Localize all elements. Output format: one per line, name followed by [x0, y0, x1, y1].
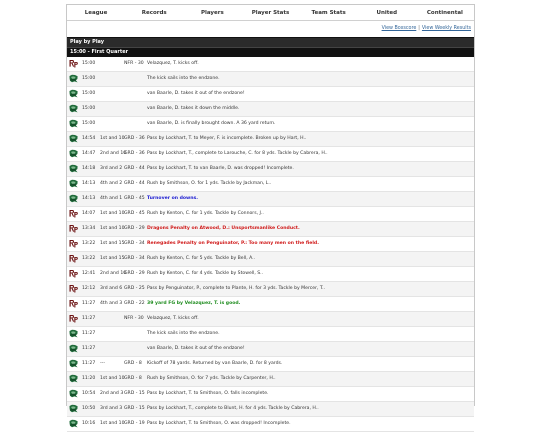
play-row — [67, 57, 474, 72]
play-row — [67, 237, 474, 252]
play-description: Rush by Kenton, C. for 1 yds. Tackle by Connors, J.. — [147, 211, 264, 216]
play-spot: GRD - 25 — [124, 286, 145, 291]
play-row — [67, 297, 474, 312]
play-down: 1st and 10 — [100, 421, 125, 426]
play-row — [67, 192, 474, 207]
play-time: 10:50 — [82, 406, 96, 411]
play-spot: GRD - 15 — [124, 391, 145, 396]
play-description: van Baarle, D. takes it out of the endzone! — [147, 91, 245, 96]
dragons-logo-icon — [69, 344, 78, 353]
play-description: Rush by Smithson, O. for 1 yds. Tackle by Jackman, L.. — [147, 181, 272, 186]
play-time: 10:16 — [82, 421, 96, 426]
nav-league[interactable]: League — [84, 9, 108, 16]
nav-team-stats[interactable]: Team Stats — [311, 9, 346, 16]
renegades-logo-icon — [69, 254, 78, 263]
play-spot: NFR - 30 — [124, 61, 144, 66]
play-spot: GRD - 8 — [124, 361, 142, 366]
dragons-logo-icon — [69, 104, 78, 113]
play-down: 4th and 1 — [100, 196, 123, 201]
play-down: 1st and 10 — [100, 136, 125, 141]
play-time: 13:22 — [82, 256, 96, 261]
play-row — [67, 117, 474, 132]
dragons-logo-icon — [69, 164, 78, 173]
play-description: Kickoff of 78 yards. Returned by van Baarle, D. for 8 yards. — [147, 361, 283, 366]
renegades-logo-icon — [69, 239, 78, 248]
play-down: 1st and 15 — [100, 241, 125, 246]
play-time: 15:00 — [82, 76, 96, 81]
play-description: The kick sails into the endzone. — [147, 76, 220, 81]
play-spot: GRD - 29 — [124, 226, 145, 231]
section-title: Play by Play — [67, 37, 474, 47]
play-row — [67, 342, 474, 357]
main-frame — [66, 4, 475, 426]
play-row — [67, 162, 474, 177]
play-description: The kick sails into the endzone. — [147, 331, 220, 336]
play-time: 14:13 — [82, 196, 96, 201]
renegades-logo-icon — [69, 59, 78, 68]
play-spot: GRD - 45 — [124, 211, 145, 216]
play-description: Pass by Lockhart, T., complete to Blunt, H. for 4 yds. Tackle by Cabrera, H.. — [147, 406, 319, 411]
play-description: van Baarle, D. takes it down the middle. — [147, 106, 240, 111]
play-down: 1st and 10 — [100, 226, 125, 231]
play-description: 39 yard FG by Velazquez, T. is good. — [147, 301, 241, 306]
play-down: 4th and 2 — [100, 181, 123, 186]
play-spot: NFR - 30 — [124, 316, 144, 321]
play-description: Pass by Penguinator, P., complete to Plante, H. for 3 yds. Tackle by Mercer, T.. — [147, 286, 326, 291]
view-weekly-results-link[interactable]: View Weekly Results — [421, 26, 471, 31]
play-description: Pass by Lockhart, T., complete to Larouche, C. for 8 yds. Tackle by Cabrera, H.. — [147, 151, 328, 156]
dragons-logo-icon — [69, 194, 78, 203]
play-row — [67, 357, 474, 372]
nav-records[interactable]: Records — [141, 9, 167, 16]
play-row — [67, 147, 474, 162]
renegades-logo-icon — [69, 269, 78, 278]
play-row — [67, 87, 474, 102]
play-description: Pass by Lockhart, T. to Meyer, F. is incomplete. Broken up by Hart, H.. — [147, 136, 307, 141]
play-row — [67, 267, 474, 282]
play-time: 14:18 — [82, 166, 96, 171]
nav-united[interactable]: United — [376, 9, 398, 16]
play-row — [67, 177, 474, 192]
play-time: 11:27 — [82, 301, 96, 306]
play-list — [67, 57, 474, 432]
play-description: Pass by Lockhart, T. to Smithson, O. falls incomplete. — [147, 391, 269, 396]
play-time: 14:07 — [82, 211, 96, 216]
view-boxscore-link[interactable]: View Boxscore — [381, 26, 417, 31]
nav-player-stats[interactable]: Player Stats — [251, 9, 290, 16]
nav-players[interactable]: Players — [200, 9, 224, 16]
play-time: 11:27 — [82, 361, 96, 366]
play-description: Renegades Penalty on Penguinator, P.: Too many men on the field. — [147, 241, 319, 246]
play-time: 11:20 — [82, 376, 96, 381]
play-spot: GRD - 45 — [124, 196, 145, 201]
play-time: 13:34 — [82, 226, 96, 231]
renegades-logo-icon — [69, 314, 78, 323]
play-row — [67, 72, 474, 87]
play-row — [67, 327, 474, 342]
play-time: 15:00 — [82, 106, 96, 111]
dragons-logo-icon — [69, 404, 78, 413]
play-description: Rush by Kenton, C. for 4 yds. Tackle by Stowell, S.. — [147, 271, 264, 276]
play-time: 15:00 — [82, 121, 96, 126]
play-row — [67, 372, 474, 387]
play-row — [67, 102, 474, 117]
play-row — [67, 417, 474, 432]
play-time: 14:47 — [82, 151, 96, 156]
play-spot: GRD - 19 — [124, 421, 145, 426]
play-description: Pass by Lockhart, T. to Smithson, O. was dropped! Incomplete. — [147, 421, 291, 426]
play-row — [67, 312, 474, 327]
play-spot: GRD - 22 — [124, 301, 145, 306]
play-down: 3rd and 6 — [100, 286, 123, 291]
top-nav — [67, 5, 474, 21]
play-down: 2nd and 3 — [100, 391, 124, 396]
dragons-logo-icon — [69, 329, 78, 338]
dragons-logo-icon — [69, 389, 78, 398]
play-down: 1st and 10 — [100, 376, 125, 381]
play-row — [67, 222, 474, 237]
play-row — [67, 252, 474, 267]
play-description: Rush by Smithson, O. for 7 yds. Tackle by Carpenter, H.. — [147, 376, 276, 381]
play-row — [67, 282, 474, 297]
play-description: Velazquez, T. kicks off. — [147, 61, 199, 66]
play-down: 3rd and 2 — [100, 166, 123, 171]
play-spot: GRD - 44 — [124, 181, 145, 186]
play-down: --- — [100, 361, 105, 366]
play-description: van Baarle, D. takes it out of the endzone! — [147, 346, 245, 351]
play-time: 15:00 — [82, 91, 96, 96]
play-description: Pass by Lockhart, T. to van Baarle, D. was dropped! Incomplete. — [147, 166, 294, 171]
dragons-logo-icon — [69, 374, 78, 383]
dragons-logo-icon — [69, 179, 78, 188]
renegades-logo-icon — [69, 299, 78, 308]
play-time: 14:13 — [82, 181, 96, 186]
play-time: 10:54 — [82, 391, 96, 396]
play-time: 11:27 — [82, 331, 96, 336]
play-time: 11:27 — [82, 316, 96, 321]
play-row — [67, 402, 474, 417]
play-spot: GRD - 34 — [124, 241, 145, 246]
renegades-logo-icon — [69, 284, 78, 293]
play-spot: GRD - 36 — [124, 151, 145, 156]
play-description: van Baarle, D. is finally brought down. A 36 yard return. — [147, 121, 276, 126]
play-down: 1st and 15 — [100, 256, 125, 261]
dragons-logo-icon — [69, 359, 78, 368]
play-spot: GRD - 34 — [124, 256, 145, 261]
dragons-logo-icon — [69, 74, 78, 83]
play-down: 1st and 10 — [100, 211, 125, 216]
play-description: Turnover on downs. — [147, 196, 199, 201]
play-row — [67, 132, 474, 147]
play-down: 2nd and 10 — [100, 271, 127, 276]
play-spot: GRD - 29 — [124, 271, 145, 276]
play-time: 12:41 — [82, 271, 96, 276]
renegades-logo-icon — [69, 209, 78, 218]
dragons-logo-icon — [69, 119, 78, 128]
play-down: 2nd and 10 — [100, 151, 127, 156]
play-spot: GRD - 15 — [124, 406, 145, 411]
play-row — [67, 207, 474, 222]
renegades-logo-icon — [69, 224, 78, 233]
dragons-logo-icon — [69, 134, 78, 143]
play-spot: GRD - 8 — [124, 376, 142, 381]
dragons-logo-icon — [69, 89, 78, 98]
dragons-logo-icon — [69, 419, 78, 428]
quarter-header: 15:00 - First Quarter — [67, 47, 474, 57]
play-time: 14:54 — [82, 136, 96, 141]
play-description: Rush by Kenton, C. for 5 yds. Tackle by Bell, A.. — [147, 256, 256, 261]
play-time: 11:27 — [82, 346, 96, 351]
play-row — [67, 387, 474, 402]
play-spot: GRD - 44 — [124, 166, 145, 171]
play-down: 3rd and 3 — [100, 406, 123, 411]
play-description: Dragons Penalty on Atwood, D.: Unsportsmanlike Conduct. — [147, 226, 300, 231]
play-spot: GRD - 36 — [124, 136, 145, 141]
view-links — [67, 26, 474, 37]
play-description: Velazquez, T. kicks off. — [147, 316, 199, 321]
nav-continental[interactable]: Continental — [426, 9, 463, 16]
play-time: 12:12 — [82, 286, 96, 291]
play-time: 13:22 — [82, 241, 96, 246]
link-separator: | — [418, 26, 420, 31]
play-time: 15:00 — [82, 61, 96, 66]
play-down: 4th and 3 — [100, 301, 123, 306]
dragons-logo-icon — [69, 149, 78, 158]
